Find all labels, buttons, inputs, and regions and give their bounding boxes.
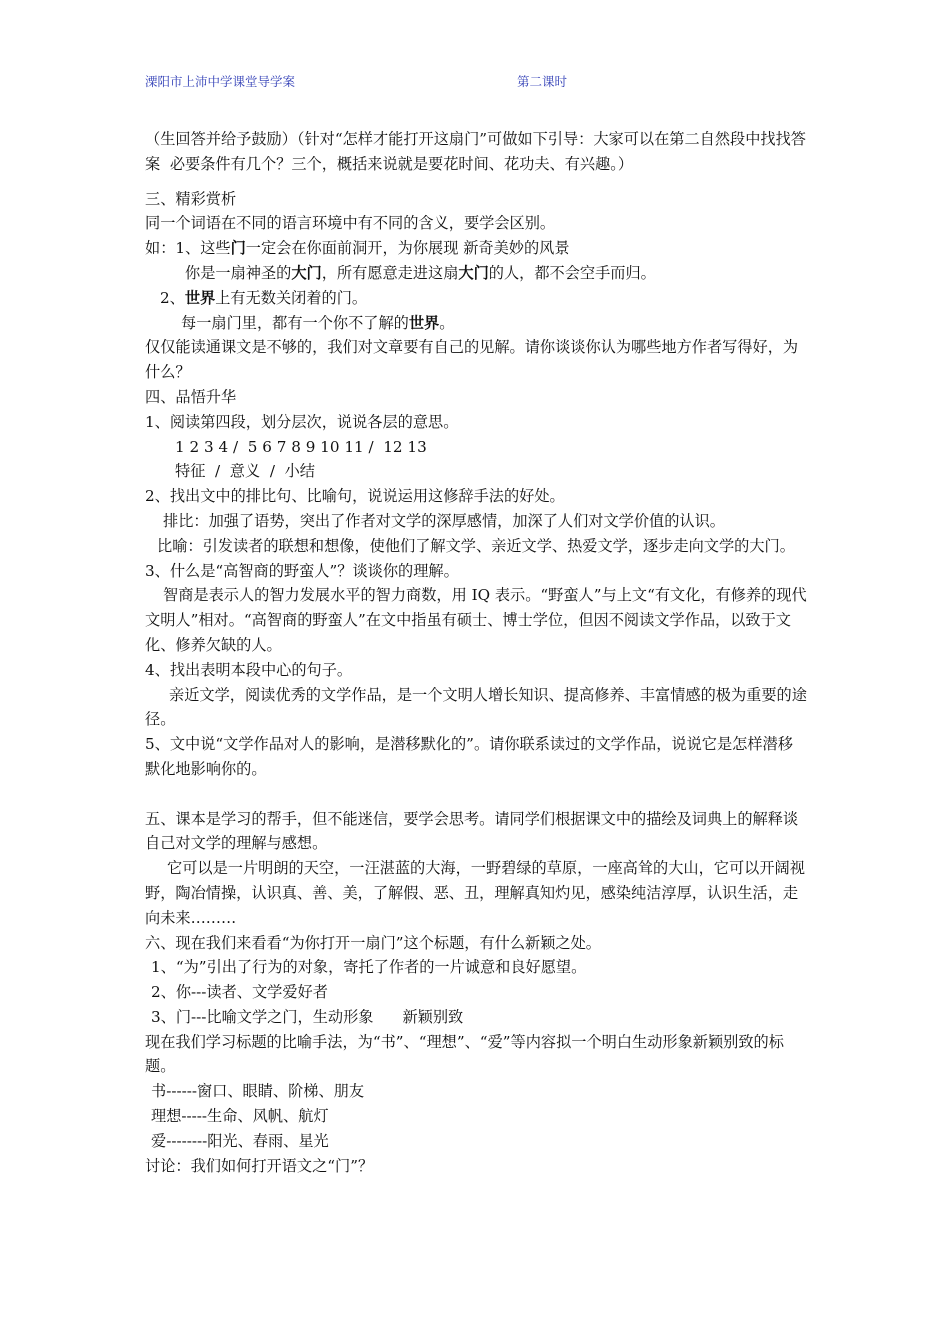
section-3-example-2: 你是一扇神圣的大门，所有愿意走进这扇大门的人，都不会空手而归。 [185, 263, 656, 282]
section-6-result-2: 理想-----生命、风帆、航灯 [151, 1107, 329, 1126]
section-5-answer: 它可以是一片明朗的天空，一汪湛蓝的大海，一野碧绿的草原，一座高耸的大山，它可以开阔视野，陶冶情操，认识真、善、美，了解假、恶、丑，理解真知灼见，感染纯洁淳厚，认识生活，走向未来……… [145, 859, 805, 927]
section-3-example-1: 如：1、这些门一定会在你面前洞开，为你展现 新奇美妙的风景 [145, 239, 570, 258]
section-6-task: 现在我们学习标题的比喻手法，为“书”、“理想”、“爱”等内容拟一个明白生动形象新颖别致的标题。 [145, 1032, 784, 1076]
section-6-point-1: 1、“为”引出了行为的对象，寄托了作者的一片诚意和良好愿望。 [151, 958, 587, 977]
school-name: 溧阳市上沛中学课堂导学案 [145, 75, 296, 89]
section-4-question-3: 3、什么是“高智商的野蛮人”？谈谈你的理解。 [145, 561, 459, 580]
section-4-question-5: 5、文中说“文学作品对人的影响，是潜移默化的”。请你联系读过的文学作品，说说它是怎样潜移默化地影响你的。 [145, 735, 793, 778]
section-4-answer-3: 智商是表示人的智力发展水平的智力商数，用 IQ 表示。“野蛮人”与上文“有文化，有修养的现代文明人”相对。“高智商的野蛮人”在文中指虽有硕士、博士学位，但因不阅读文学作品，以致于文化、修养欠缺的人。 [145, 586, 807, 654]
section-3-example-4: 每一扇门里，都有一个你不了解的世界。 [181, 313, 455, 332]
section-6-point-3: 3、门---比喻文学之门，生动形象 新颖别致 [151, 1007, 464, 1026]
section-3-title: 三、精彩赏析 [145, 189, 237, 208]
section-4-answer-1a: 1 2 3 4 / 5 6 7 8 9 10 11 / 12 13 [175, 437, 427, 456]
section-6-result-3: 爱--------阳光、春雨、星光 [151, 1131, 329, 1150]
section-4-question-4: 4、找出表明本段中心的句子。 [145, 660, 353, 679]
section-5-title: 五、课本是学习的帮手，但不能迷信，要学会思考。请同学们根据课文中的描绘及词典上的解释谈自己对文学的理解与感想。 [145, 809, 799, 853]
lesson-label: 第二课时 [517, 75, 568, 89]
section-4-answer-1b: 特征 / 意义 / 小结 [175, 462, 315, 481]
page-header [145, 72, 805, 92]
section-3-example-3: 2、世界上有无数关闭着的门。 [160, 288, 368, 307]
document-body [145, 127, 807, 1178]
section-4-answer-4: 亲近文学，阅读优秀的文学作品，是一个文明人增长知识、提高修养、丰富情感的极为重要的途径。 [145, 685, 807, 729]
section-4-answer-2b: 比喻：引发读者的联想和想像，使他们了解文学、亲近文学、热爱文学，逐步走向文学的大门。 [157, 536, 795, 555]
section-4-title: 四、品悟升华 [145, 387, 237, 406]
section-6-discussion: 讨论：我们如何打开语文之“门”？ [145, 1156, 374, 1175]
section-6-title: 六、现在我们来看看“为你打开一扇门”这个标题，有什么新颖之处。 [145, 933, 601, 952]
section-6-point-2: 2、你---读者、文学爱好者 [151, 983, 328, 1002]
section-4-question-2: 2、找出文中的排比句、比喻句，说说运用这修辞手法的好处。 [145, 487, 565, 506]
section-4-answer-2a: 排比：加强了语势，突出了作者对文学的深厚感情，加深了人们对文学价值的认识。 [163, 511, 725, 530]
section-3-line-1: 同一个词语在不同的语言环境中有不同的含义，要学会区别。 [145, 214, 556, 233]
section-3-line-2: 仅仅能读通课文是不够的，我们对文章要有自己的见解。请你谈谈你认为哪些地方作者写得好，为什么？ [145, 338, 799, 382]
section-4-question-1: 1、阅读第四段，划分层次，说说各层的意思。 [145, 412, 459, 431]
intro-paragraph: （生回答并给予鼓励）（针对“怎样才能打开这扇门”可做如下引导：大家可以在第二自然段中找找答案 必要条件有几个？三个，概括来说就是要花时间、花功夫、有兴趣。） [145, 130, 806, 173]
section-6-result-1: 书------窗口、眼睛、阶梯、朋友 [151, 1082, 365, 1101]
